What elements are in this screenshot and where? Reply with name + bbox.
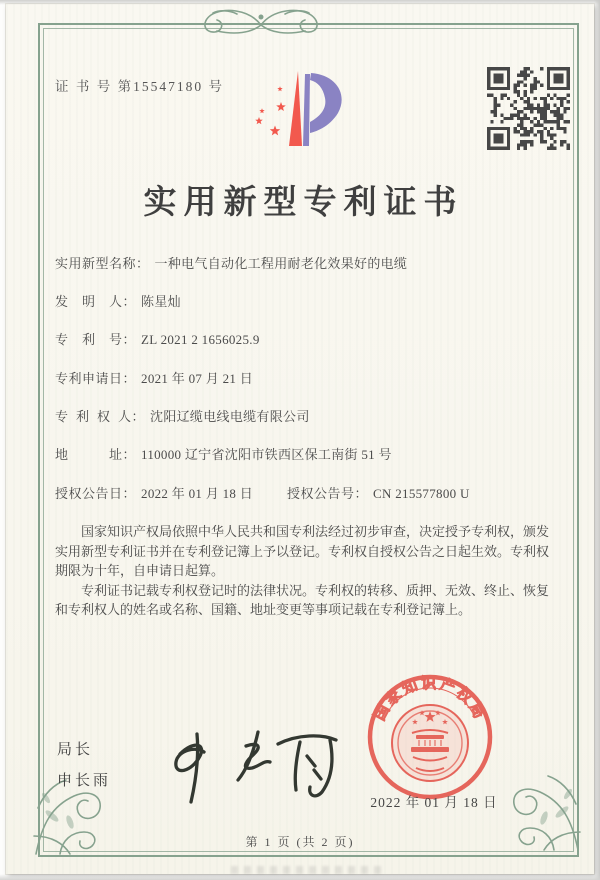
officer-block (57, 735, 111, 797)
certificate-paper (6, 4, 594, 874)
field-row-grant (55, 483, 555, 502)
officer-title: 局长 (57, 742, 94, 758)
page-number: 第 1 页 (共 2 页) (245, 835, 355, 849)
top-ornament (177, 4, 345, 42)
field-label: 专 利 号： (55, 332, 137, 347)
photo-edge-shadow-bottom (0, 874, 600, 880)
seal-date: 2022 年 01 月 18 日 (370, 795, 498, 810)
national-emblem-icon (392, 705, 468, 781)
field-value: ZL 2021 2 1656025.9 (141, 332, 260, 347)
officer-name: 申长雨 (57, 773, 112, 789)
field-label: 发 明 人： (55, 294, 137, 309)
official-seal (364, 671, 496, 803)
photo-edge-shadow-right (594, 0, 600, 880)
seal-text: 国家知识产权局 (372, 676, 488, 724)
field-label: 专 利 权 人： (55, 409, 146, 424)
cnipa-logo (230, 58, 370, 168)
field-label: 地 址： (55, 447, 137, 462)
signature-handwriting (150, 716, 350, 811)
field-value: 110000 辽宁省沈阳市铁西区保工南街 51 号 (141, 447, 392, 462)
field-value: 2022 年 01 月 18 日 (141, 486, 254, 501)
legal-paragraph-2: 专利证书记载专利权登记时的法律状况。专利权的转移、质押、无效、终止、恢复和专利权人的姓名或名称、国籍、地址变更等事项记载在专利登记簿上。 (55, 582, 550, 618)
legal-paragraph-1: 国家知识产权局依照中华人民共和国专利法经过初步审查，决定授予专利权，颁发实用新型专利证书并在专利登记簿上予以登记。专利权自授权公告之日起生效。专利权期限为十年，自申请日起算。 (55, 524, 550, 579)
field-label: 专利申请日： (55, 371, 137, 386)
qr-code (487, 67, 570, 150)
field-row-patentee (55, 406, 310, 425)
field-label: 授权公告号： (287, 486, 369, 501)
field-row-inventor (55, 291, 181, 310)
field-row-filing-date (55, 368, 253, 387)
field-row-address (55, 444, 392, 463)
field-value: 沈阳辽缆电线电缆有限公司 (150, 409, 310, 424)
field-value: CN 215577800 U (373, 486, 470, 501)
grant-number-group (287, 483, 470, 502)
field-row-name (55, 253, 407, 272)
field-row-patent-no (55, 329, 260, 348)
field-label: 实用新型名称： (55, 256, 150, 271)
certificate-number: 证 书 号 第15547180 号 (55, 79, 224, 94)
field-value: 2021 年 07 月 21 日 (141, 371, 254, 386)
field-value: 陈星灿 (141, 294, 181, 309)
faint-backside-text (231, 866, 381, 874)
field-value: 一种电气自动化工程用耐老化效果好的电缆 (154, 256, 408, 271)
certificate-title: 实用新型专利证书 (143, 185, 464, 221)
legal-text (55, 522, 549, 620)
field-label: 授权公告日： (55, 486, 137, 501)
